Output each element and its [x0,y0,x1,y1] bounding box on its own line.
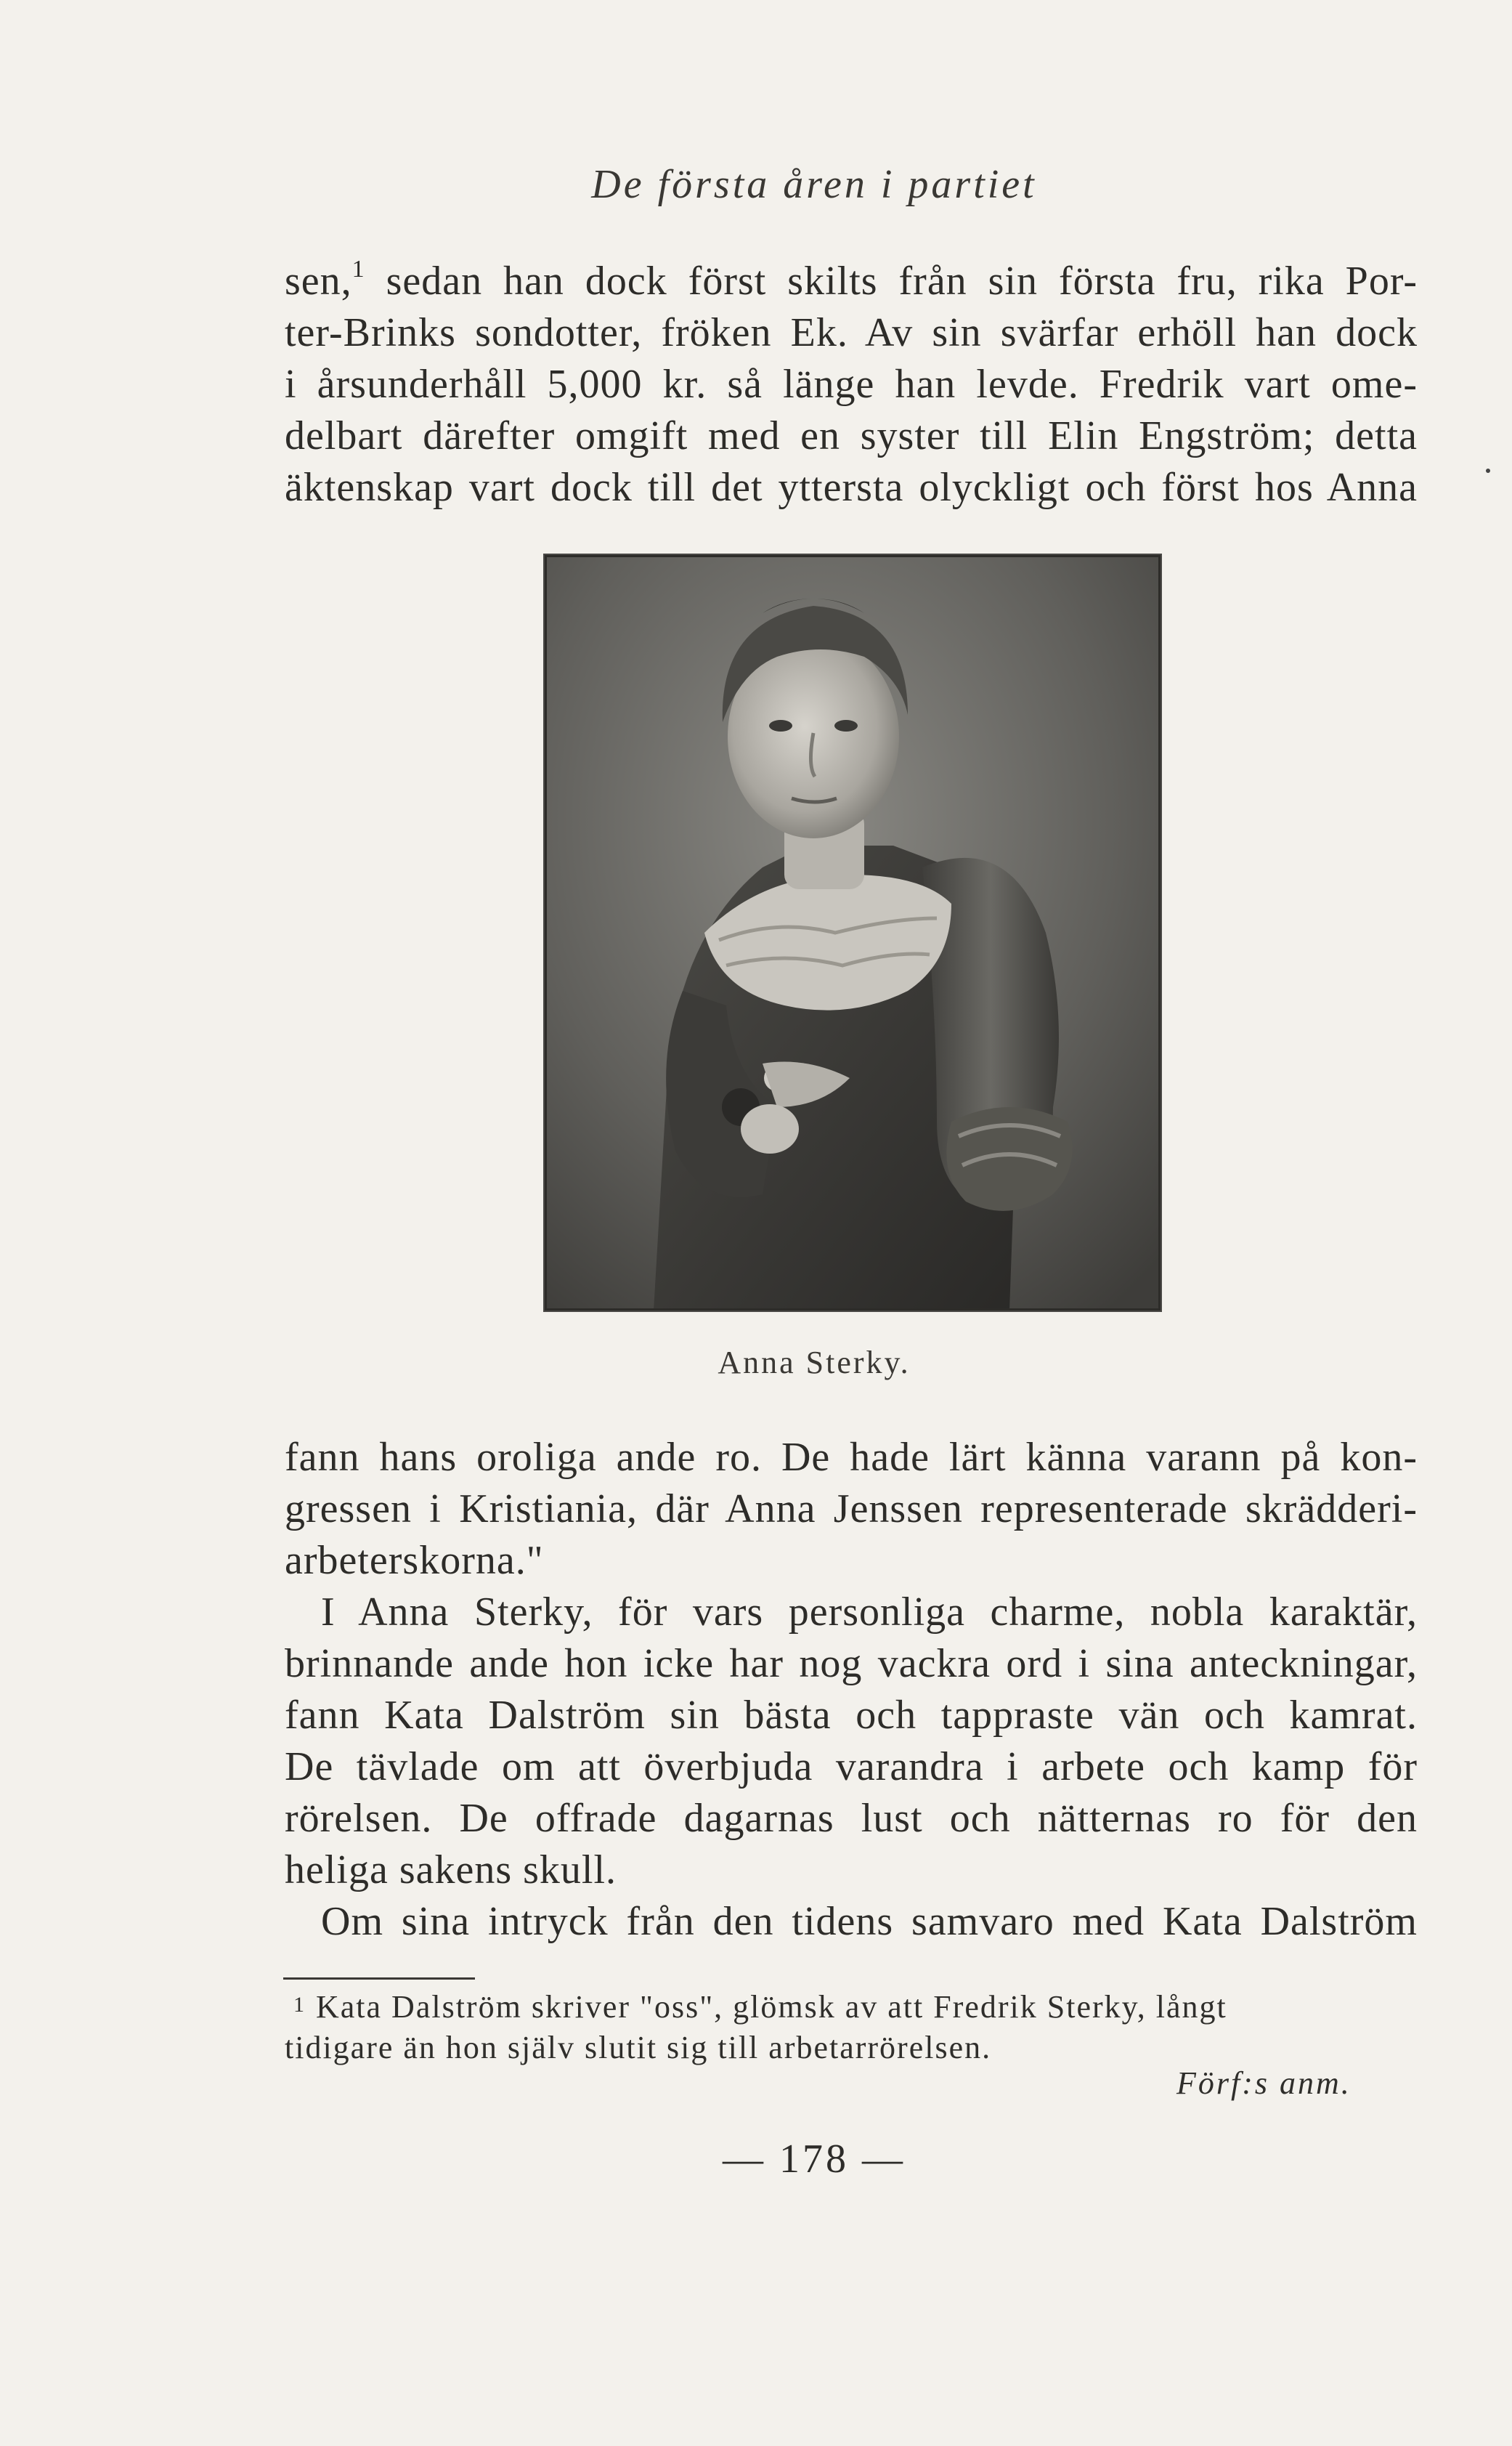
photo-caption: Anna Sterky. [718,1345,911,1380]
text-line: arbeterskorna." [285,1538,544,1583]
portrait-illustration [545,555,1161,1311]
text-line: delbart därefter omgift med en syster till Elin Engström; detta [285,413,1418,458]
footnote-signature: Förf:s anm. [1176,2065,1352,2101]
margin-speck [1486,469,1490,473]
footnote-marker: 1 [351,256,365,283]
portrait-photo [543,554,1162,1312]
text-line: äktenskap vart dock till det yttersta olyckligt och först hos Anna [285,465,1418,510]
footnote-line: tidigare än hon själv slutit sig till arbetarrörelsen. [285,2030,992,2065]
text-line: heliga sakens skull. [285,1847,617,1892]
footnote-line: 1 Kata Dalström skriver "oss", glömsk av att Fredrik Sterky, långt [293,1989,1227,2025]
footnote-number: 1 [293,1993,306,2017]
footnote [285,1985,1418,2068]
text-line: brinnande ande hon icke har nog vackra ord i sina anteckningar, [285,1641,1418,1686]
text-line: I Anna Sterky, för vars personliga charme, nobla karaktär, [321,1590,1418,1635]
text-line: De tävlade om att överbjuda varandra i arbete och kamp för [285,1744,1418,1789]
text-line: gressen i Kristiania, där Anna Jenssen representerade skrädderi- [285,1486,1418,1531]
text-line: fann Kata Dalström sin bästa och tappraste vän och kamrat. [285,1693,1418,1738]
text-line: sen,$^1$ sedan han dock först skilts från sin första fru, rika Por- [285,256,1418,304]
footnote-divider [283,1977,475,1980]
top-paragraph [285,256,1418,514]
text-line: Om sina intryck från den tidens samvaro med Kata Dalström [321,1899,1418,1944]
text-line: ter-Brinks sondotter, fröken Ek. Av sin svärfar erhöll han dock [285,310,1418,355]
text-line: rörelsen. De offrade dagarnas lust och nätternas ro för den [285,1796,1418,1841]
text-line: fann hans oroliga ande ro. De hade lärt känna varann på kon- [285,1435,1418,1480]
text-line: i årsunderhåll 5,000 kr. så länge han levde. Fredrik vart ome- [285,362,1418,407]
page-number: — 178 — [723,2137,906,2182]
running-head: De första åren i partiet [591,162,1037,207]
bottom-text [285,1432,1418,1948]
